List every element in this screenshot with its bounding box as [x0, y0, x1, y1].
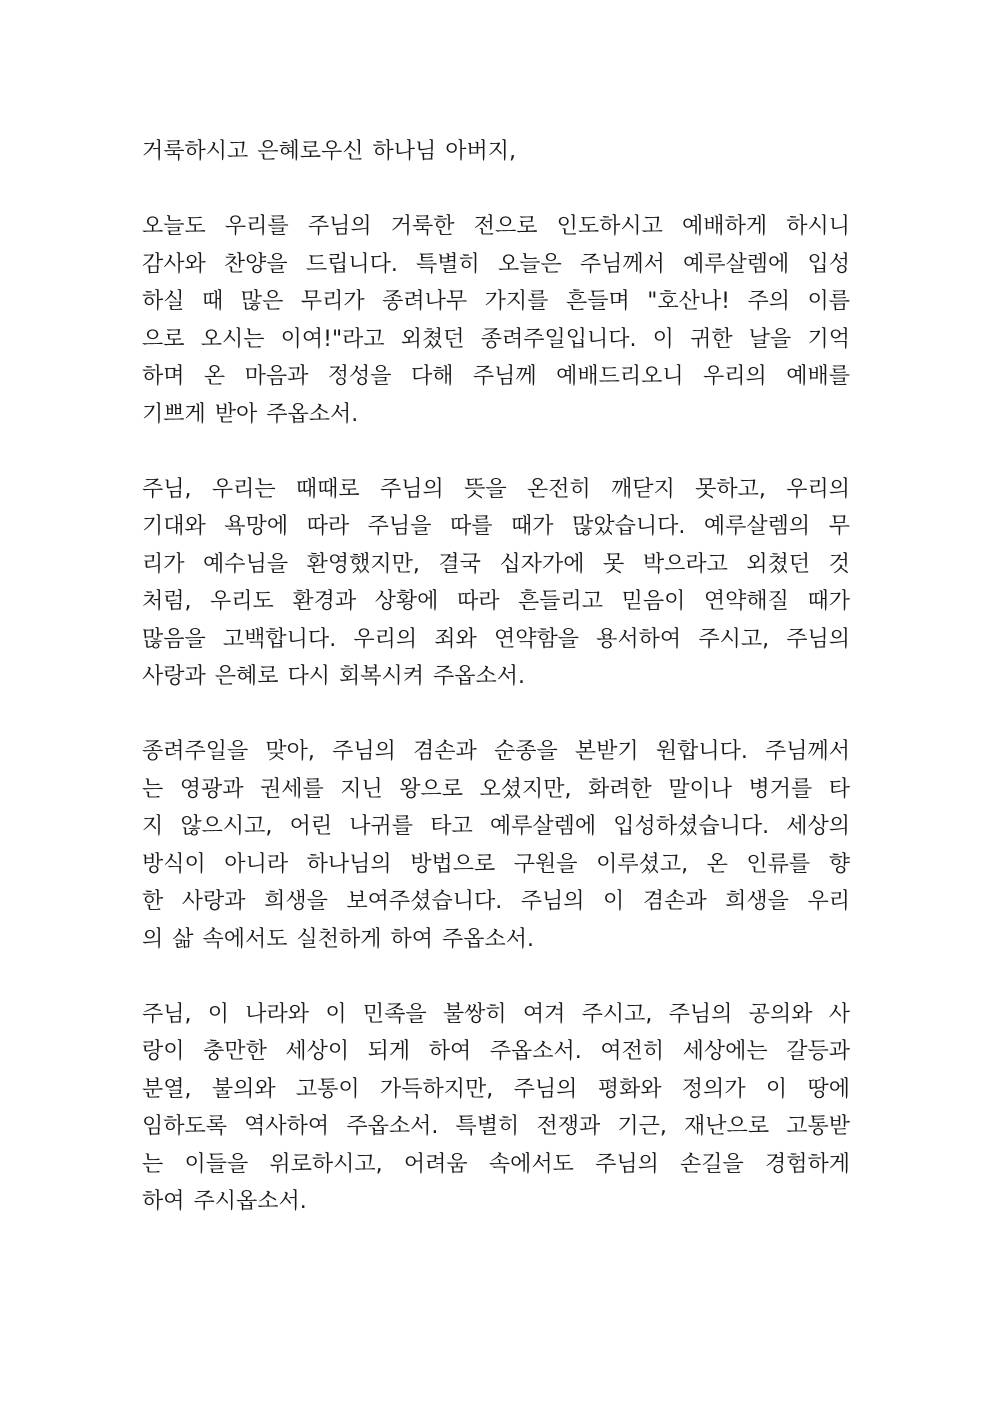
text-line: 는 영광과 권세를 지닌 왕으로 오셨지만, 화려한 말이나 병거를 타	[142, 776, 850, 802]
text-line: 는 이들을 위로하시고, 어려움 속에서도 주님의 손길을 경험하게	[142, 1151, 850, 1177]
paragraph-1	[142, 208, 850, 433]
paragraph-4	[142, 996, 850, 1221]
text-line: 주님, 우리는 때때로 주님의 뜻을 온전히 깨닫지 못하고, 우리의	[142, 476, 850, 502]
text-line: 사랑과 은혜로 다시 회복시켜 주옵소서.	[142, 664, 525, 689]
text-line: 많음을 고백합니다. 우리의 죄와 연약함을 용서하여 주시고, 주님의	[142, 626, 850, 652]
paragraph-2	[142, 471, 850, 696]
greeting-paragraph	[142, 133, 850, 171]
text-line: 기대와 욕망에 따라 주님을 따를 때가 많았습니다. 예루살렘의 무	[142, 514, 850, 539]
text-line: 지 않으시고, 어린 나귀를 타고 예루살렘에 입성하셨습니다. 세상의	[142, 814, 850, 839]
text-line: 임하도록 역사하여 주옵소서. 특별히 전쟁과 기근, 재난으로 고통받	[142, 1114, 850, 1139]
text-line: 랑이 충만한 세상이 되게 하여 주옵소서. 여전히 세상에는 갈등과	[142, 1039, 850, 1064]
text-line: 리가 예수님을 환영했지만, 결국 십자가에 못 박으라고 외쳤던 것	[142, 551, 850, 577]
text-line: 감사와 찬양을 드립니다. 특별히 오늘은 주님께서 예루살렘에 입성	[142, 251, 850, 277]
text-line: 의 삶 속에서도 실천하게 하여 주옵소서.	[142, 926, 534, 952]
text-line: 주님, 이 나라와 이 민족을 불쌍히 여겨 주시고, 주님의 공의와 사	[142, 1001, 850, 1027]
text-line: 한 사랑과 희생을 보여주셨습니다. 주님의 이 겸손과 희생을 우리	[142, 889, 850, 914]
text-line: 하며 온 마음과 정성을 다해 주님께 예배드리오니 우리의 예배를	[142, 364, 850, 389]
prayer-text	[142, 133, 850, 1258]
text-line: 처럼, 우리도 환경과 상황에 따라 흔들리고 믿음이 연약해질 때가	[142, 589, 850, 614]
greeting-line: 거룩하시고 은혜로우신 하나님 아버지,	[142, 139, 517, 164]
text-line: 분열, 불의와 고통이 가득하지만, 주님의 평화와 정의가 이 땅에	[142, 1076, 850, 1102]
text-line: 으로 오시는 이여!"라고 외쳤던 종려주일입니다. 이 귀한 날을 기억	[142, 326, 850, 352]
text-line: 기쁘게 받아 주옵소서.	[142, 401, 359, 427]
text-line: 방식이 아니라 하나님의 방법으로 구원을 이루셨고, 온 인류를 향	[142, 851, 850, 877]
text-line: 종려주일을 맞아, 주님의 겸손과 순종을 본받기 원합니다. 주님께서	[142, 739, 850, 764]
text-line: 오늘도 우리를 주님의 거룩한 전으로 인도하시고 예배하게 하시니	[142, 214, 850, 239]
text-line: 하여 주시옵소서.	[142, 1189, 307, 1214]
text-line: 하실 때 많은 무리가 종려나무 가지를 흔들며 "호산나! 주의 이름	[142, 289, 850, 314]
paragraph-3	[142, 733, 850, 958]
